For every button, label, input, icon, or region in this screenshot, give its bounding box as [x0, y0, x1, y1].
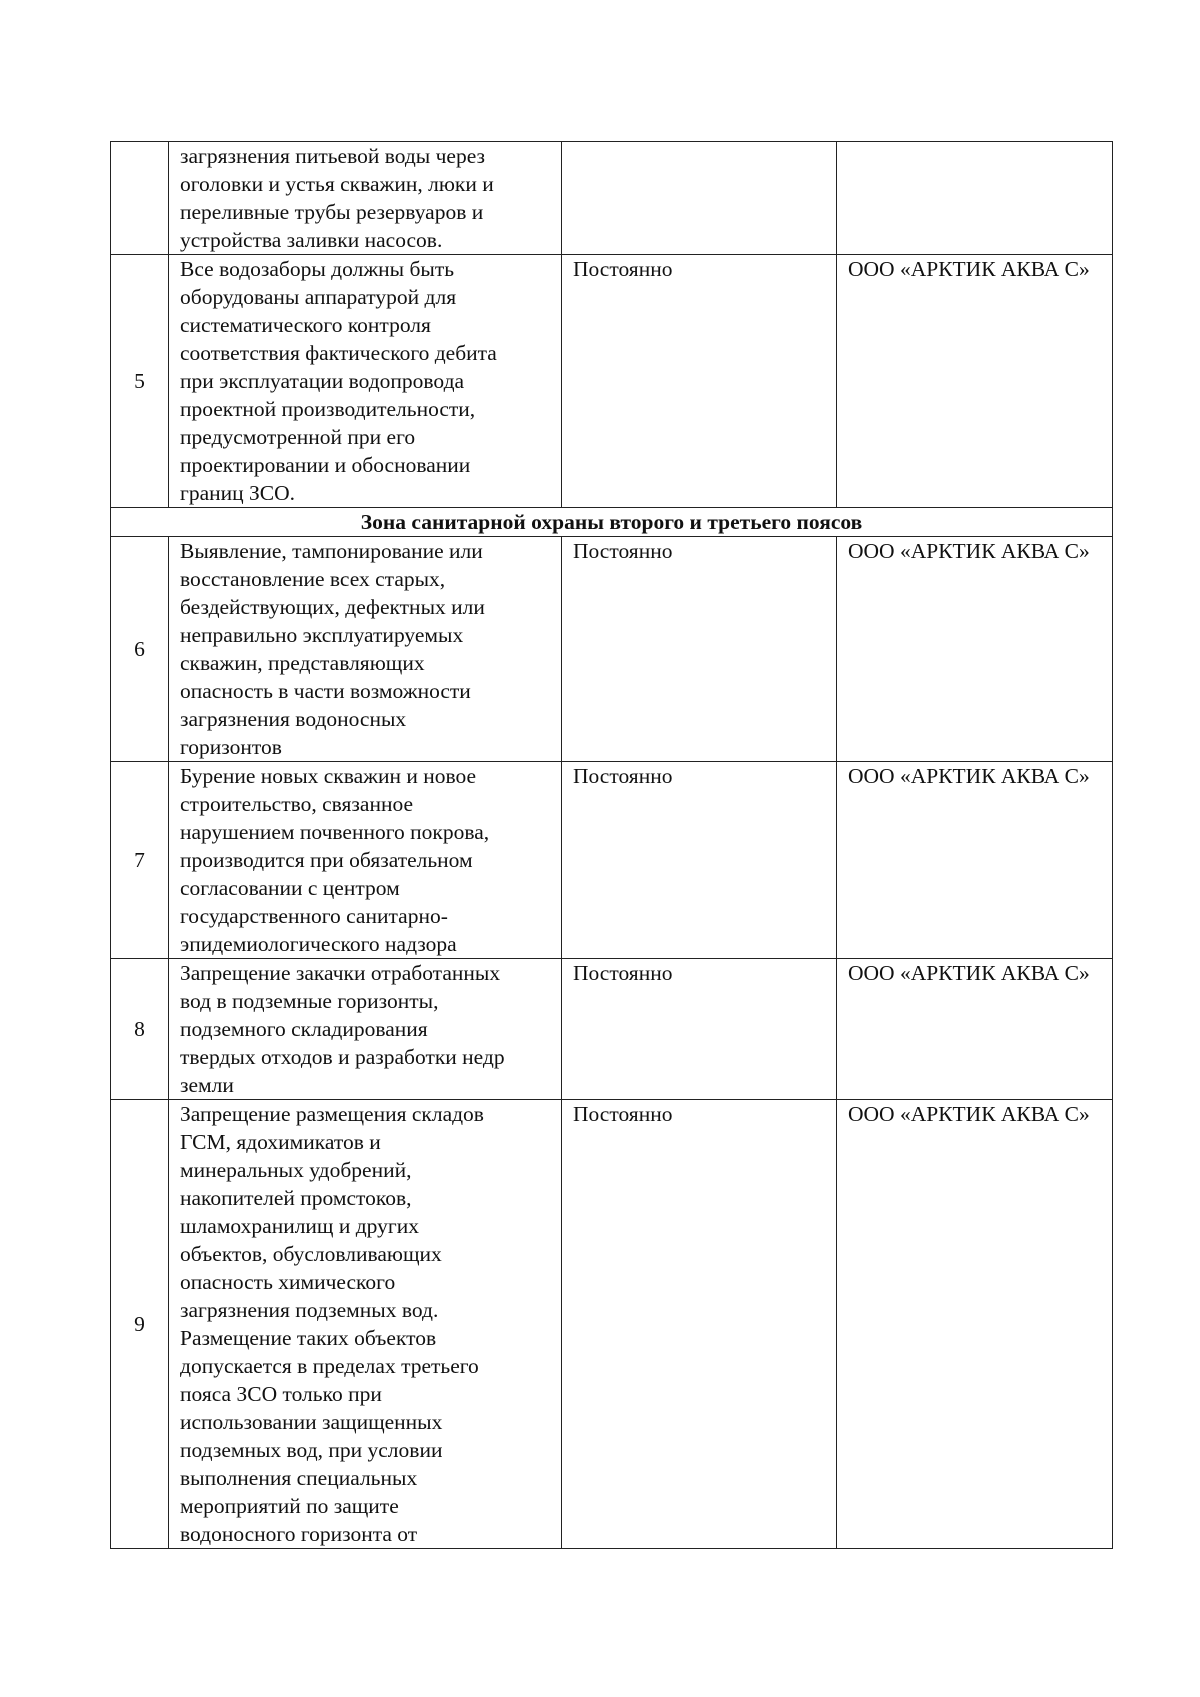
row-number: 9 [111, 1100, 169, 1549]
measures-table [110, 141, 1113, 1549]
measure-description: Бурение новых скважин и новое строительство, связанное нарушением почвенного покрова, производится при обязательном согласовании с центром государственного санитарно- эпидемиологического надзора [169, 762, 562, 959]
responsible-party: ООО «АРКТИК АКВА С» [837, 1100, 1113, 1549]
measure-description: Все водозаборы должны быть оборудованы аппаратурой для систематического контроля соответствия фактического дебита при эксплуатации водопровода проектной производительности, предусмотренной при его проектировании и обосновании границ ЗСО. [169, 255, 562, 508]
row-number: 7 [111, 762, 169, 959]
row-number: 5 [111, 255, 169, 508]
table-row [111, 959, 1113, 1100]
table-row [111, 255, 1113, 508]
responsible-party: ООО «АРКТИК АКВА С» [837, 255, 1113, 508]
measure-term: Постоянно [562, 1100, 837, 1549]
row-number: 8 [111, 959, 169, 1100]
table-row [111, 537, 1113, 762]
responsible-party [837, 142, 1113, 255]
measure-term: Постоянно [562, 537, 837, 762]
table-row [111, 142, 1113, 255]
measure-description: Выявление, тампонирование или восстановление всех старых, бездействующих, дефектных или неправильно эксплуатируемых скважин, представляющих опасность в части возможности загрязнения водоносных горизонтов [169, 537, 562, 762]
table-row [111, 1100, 1113, 1549]
measure-description: Запрещение размещения складов ГСМ, ядохимикатов и минеральных удобрений, накопителей промстоков, шламохранилищ и других объектов, обусловливающих опасность химического загрязнения подземных вод. Размещение таких объектов допускается в пределах третьего пояса ЗСО только при использовании защищенных подземных вод, при условии выполнения специальных мероприятий по защите водоносного горизонта от [169, 1100, 562, 1549]
row-number: 6 [111, 537, 169, 762]
section-header-row [111, 508, 1113, 537]
section-title: Зона санитарной охраны второго и третьего поясов [111, 508, 1113, 537]
responsible-party: ООО «АРКТИК АКВА С» [837, 959, 1113, 1100]
row-number [111, 142, 169, 255]
table-row [111, 762, 1113, 959]
measure-term [562, 142, 837, 255]
measure-term: Постоянно [562, 762, 837, 959]
responsible-party: ООО «АРКТИК АКВА С» [837, 762, 1113, 959]
measure-term: Постоянно [562, 959, 837, 1100]
responsible-party: ООО «АРКТИК АКВА С» [837, 537, 1113, 762]
measure-description: Запрещение закачки отработанных вод в подземные горизонты, подземного складирования твердых отходов и разработки недр земли [169, 959, 562, 1100]
measure-term: Постоянно [562, 255, 837, 508]
measure-description: загрязнения питьевой воды через оголовки и устья скважин, люки и переливные трубы резервуаров и устройства заливки насосов. [169, 142, 562, 255]
